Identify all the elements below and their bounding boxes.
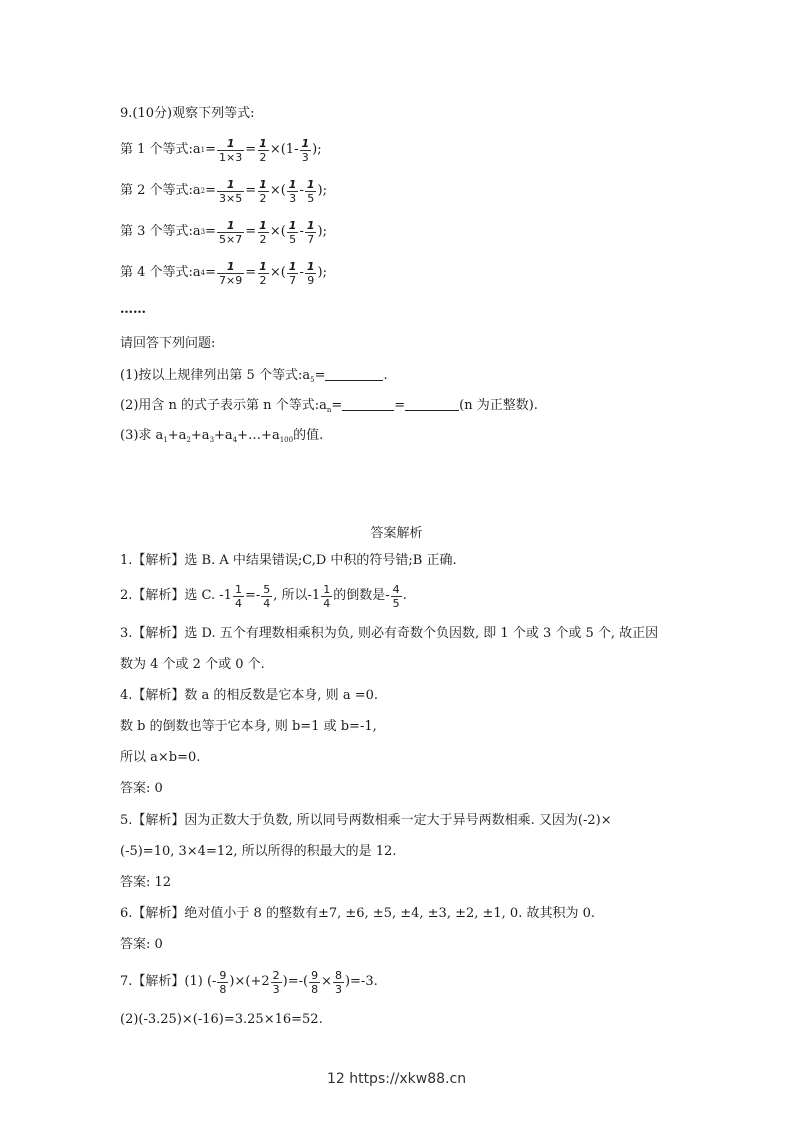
fraction: $\frac{1}{3\times 5}$: [219, 177, 243, 205]
fraction: $\frac{1}{4}$: [323, 582, 331, 610]
fraction: $\frac{5}{4}$: [263, 582, 271, 610]
equation-4: 第 4 个等式:a 4 = $\frac{1}{7\times 9}$ = $\frac{1}{2}$ ×( $\frac{1}{7}$ - $\frac{1}{9}$ );: [120, 259, 327, 287]
fraction: $\frac{2}{3}$: [272, 968, 280, 996]
answer-6-line-1: 6.【解析】绝对值小于 8 的整数有±7, ±6, ±5, ±4, ±3, ±2, ±1, 0. 故其积为 0.: [120, 906, 596, 921]
equation-2: 第 2 个等式:a 2 = $\frac{1}{3\times 5}$ = $\frac{1}{2}$ ×( $\frac{1}{3}$ - $\frac{1}{5}$ );: [120, 177, 327, 205]
equation-label: 第 2 个等式:a: [120, 183, 201, 198]
answer-4-line-3: 所以 a×b=0.: [120, 750, 201, 765]
answer-7-part-1: 7.【解析】(1) (- $\frac{9}{8}$ )×(+2 $\frac{2}{3}$ )=-( $\frac{9}{8}$ × $\frac{8}{3}$ )=-3.: [120, 968, 378, 996]
answer-1: 1.【解析】选 B. A 中结果错误;C,D 中积的符号错;B 正确.: [120, 553, 457, 568]
answer-5-result: 答案: 12: [120, 875, 172, 890]
question-prompt: 请回答下列问题:: [120, 336, 216, 351]
fraction: $\frac{1}{3}$: [301, 136, 310, 164]
answer-7-part-2: (2)(-3.25)×(-16)=3.25×16=52.: [120, 1012, 323, 1027]
operator: ×(: [269, 265, 286, 280]
answer-5-line-2: (-5)=10, 3×4=12, 所以所得的积最大的是 12.: [120, 844, 397, 859]
fraction: $\frac{1}{9}$: [306, 259, 315, 287]
fraction: $\frac{1}{7\times 9}$: [219, 259, 243, 287]
answer-4-line-2: 数 b 的倒数也等于它本身, 则 b=1 或 b=-1,: [120, 719, 377, 734]
question-9-title: 9.(10分)观察下列等式:: [120, 106, 255, 121]
fraction: $\frac{1}{3}$: [288, 177, 297, 205]
subscript: 1: [200, 146, 206, 154]
operator: ×(: [269, 224, 286, 239]
fraction: $\frac{1}{2}$: [259, 259, 267, 287]
operator: ×(: [269, 183, 286, 198]
operator: );: [317, 183, 327, 198]
equation-label: 第 3 个等式:a: [120, 224, 201, 239]
answer-2: 2.【解析】选 C. -1 $\frac{1}{4}$ =- $\frac{5}{4}$ , 所以-1 $\frac{1}{4}$ 的倒数是- $\frac{4}{5}$ .: [120, 582, 407, 610]
operator: ×(1-: [269, 142, 299, 157]
subscript: 2: [200, 187, 206, 195]
fraction: $\frac{1}{2}$: [259, 218, 267, 246]
fraction: $\frac{9}{8}$: [311, 968, 319, 996]
fraction: $\frac{1}{2}$: [259, 136, 267, 164]
operator: );: [312, 142, 322, 157]
fraction: $\frac{4}{5}$: [392, 582, 400, 610]
equation-label: 第 4 个等式:a: [120, 265, 201, 280]
fraction: $\frac{9}{8}$: [219, 968, 227, 996]
fraction: $\frac{8}{3}$: [334, 968, 342, 996]
subscript: 4: [200, 269, 206, 277]
fraction: $\frac{1}{4}$: [234, 582, 242, 610]
fraction: $\frac{1}{1\times 3}$: [219, 136, 243, 164]
equation-1: 第 1 个等式:a 1 = $\frac{1}{1\times 3}$ = $\frac{1}{2}$ ×(1- $\frac{1}{3}$ );: [120, 136, 322, 164]
fraction: $\frac{1}{5}$: [306, 177, 315, 205]
answer-blank[interactable]: [405, 396, 459, 411]
answer-3-line-1: 3.【解析】选 D. 五个有理数相乘积为负, 则必有奇数个负因数, 即 1 个或 3 个或 5 个, 故正因: [120, 626, 659, 641]
answer-6-result: 答案: 0: [120, 937, 163, 952]
sub-question-2: (2)用含 n 的式子表示第 n 个等式$:a_n= = (n$ 为正整数).: [120, 398, 538, 414]
answer-3-line-2: 数为 4 个或 2 个或 0 个.: [120, 657, 265, 672]
answer-4-line-1: 4.【解析】数 a 的相反数是它本身, 则 a =0.: [120, 688, 378, 703]
fraction: $\frac{1}{7}$: [288, 259, 297, 287]
fraction: $\frac{1}{5\times 7}$: [219, 218, 243, 246]
fraction: $\frac{1}{2}$: [259, 177, 267, 205]
sub-question-1: (1)按以上规律列出第 5 个等式$:a_5=$ .: [120, 368, 388, 384]
fraction: $\frac{1}{5}$: [288, 218, 297, 246]
answer-blank[interactable]: [325, 366, 383, 381]
subscript: 3: [200, 228, 206, 236]
ellipsis: ……: [120, 302, 146, 317]
answers-title: 答案解析: [370, 526, 423, 541]
answer-5-line-1: 5.【解析】因为正数大于负数, 所以同号两数相乘一定大于异号两数相乘. 又因为(-2)×: [120, 813, 612, 828]
fraction: $\frac{1}{7}$: [306, 218, 315, 246]
sub-question-3: (3)求 $a_1+a_2+a_3+a_4+\dots+a_{100}$的值.: [120, 428, 324, 444]
answer-4-result: 答案: 0: [120, 781, 163, 796]
equation-3: 第 3 个等式:a 3 = $\frac{1}{5\times 7}$ = $\frac{1}{2}$ ×( $\frac{1}{5}$ - $\frac{1}{7}$ );: [120, 218, 327, 246]
equation-label: 第 1 个等式:a: [120, 142, 201, 157]
answer-blank[interactable]: [342, 396, 394, 411]
page-footer: 12 https://xkw88.cn: [326, 1071, 467, 1087]
operator: );: [317, 265, 327, 280]
operator: );: [317, 224, 327, 239]
